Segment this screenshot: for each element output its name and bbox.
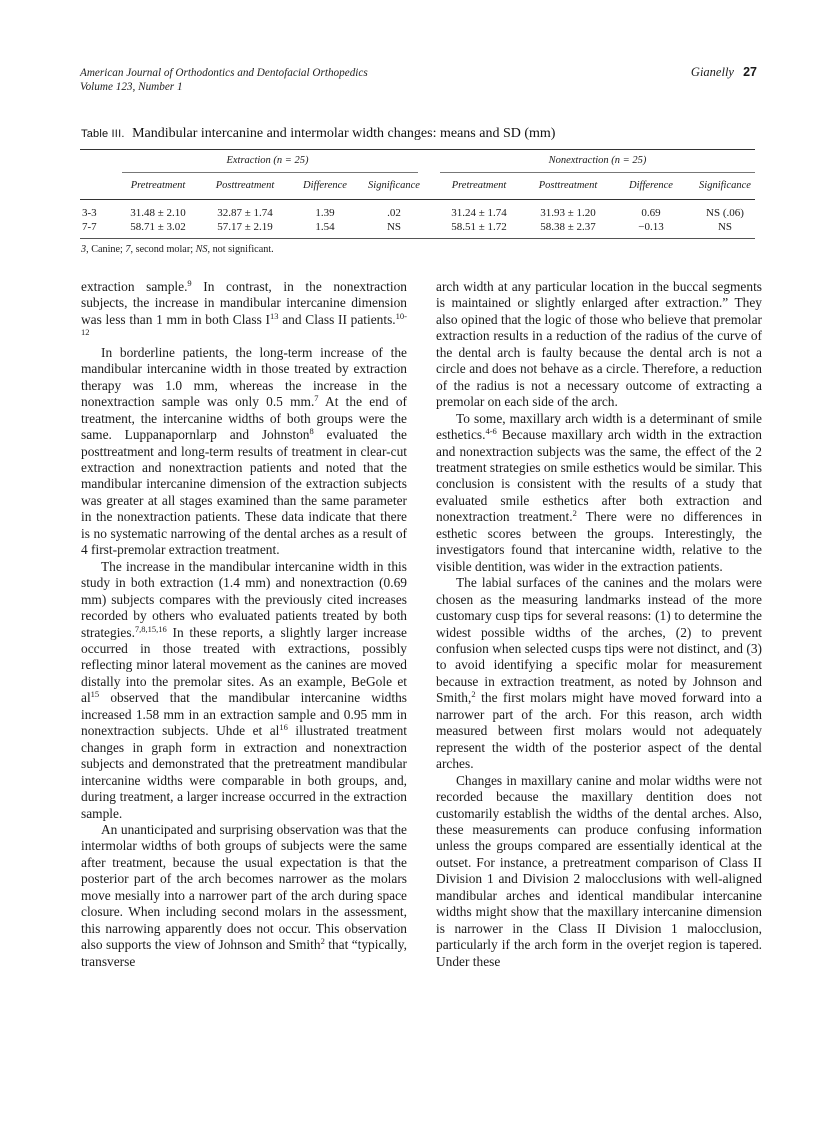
table-cell: 58.38 ± 2.37 [540, 221, 596, 233]
body-column-left [81, 279, 407, 970]
table-caption [81, 126, 555, 142]
table-cell: 58.51 ± 1.72 [451, 221, 507, 233]
body-column-right [436, 279, 762, 970]
citation-superscript: 7 [314, 393, 319, 404]
col-header-significance: Significance [368, 180, 420, 191]
table-footnote [81, 244, 274, 255]
running-head-right [691, 65, 757, 80]
citation-superscript: 13 [269, 310, 279, 321]
footnote-key: 7 [125, 244, 131, 255]
citation-superscript: 15 [90, 689, 100, 700]
journal-volume: Volume 123, Number 1 [80, 81, 183, 93]
body-paragraph: arch width at any particular location in the buccal segments is maintained or slightly enlarged after extraction.” They also opined that the logic of those who believe that premolar extraction results in a reduction of the radius of the curve of the dental arch is faulty because the dental arch is not a circle and does not behave as a circle. Therefore, a reduction of the radius is not a necessary outcome of extracting a premolar on each side of the arch. [436, 279, 762, 410]
col-header-posttreatment: Posttreatment [215, 180, 275, 191]
col-header-pretreatment: Pretreatment [451, 180, 507, 191]
citation-superscript: 9 [187, 278, 192, 288]
group-underline-extraction [122, 172, 418, 173]
body-paragraph: extraction sample.$^9$ In contrast, in the nonextraction subjects, the increase in mandibular intercanine dimension was less than 1 mm in both Class $I^{13}$ and Class II patients.$^{10-12}$ [81, 278, 407, 338]
table-row-label: 7-7 [82, 221, 97, 233]
citation-superscript: 2 [471, 689, 476, 700]
table-cell: 57.17 ± 2.19 [217, 221, 273, 233]
citation-superscript: 2 [320, 936, 325, 947]
body-paragraph: An unanticipated and surprising observation was that the intermolar widths of both groups of subjects were the same after treatment, because the usual expectation is that the posterior part of the arch becomes narrower as the molars move mesially into a narrower part of the arch during space closure. When including second molars in the assessment, this narrowing apparently does not occur. This observation also supports the view of Johnson and Smith$^2$ that “typically, transverse [81, 821, 407, 969]
citation-superscript: 10-12 [81, 310, 407, 338]
table-title: Mandibular intercanine and intermolar width changes: means and SD (mm) [132, 126, 556, 141]
table-cell: .02 [387, 207, 401, 219]
group-underline-nonextraction [440, 172, 755, 173]
running-head [80, 66, 368, 94]
journal-title: American Journal of Orthodontics and Dentofacial Orthopedics [80, 67, 368, 79]
table-cell: 31.24 ± 1.74 [451, 207, 507, 219]
col-header-difference: Difference [303, 180, 347, 191]
table-cell: NS [386, 221, 402, 233]
group-header-extraction: Extraction (n = 25) [226, 155, 309, 166]
table-body [80, 200, 755, 238]
citation-superscript: 16 [279, 722, 288, 733]
footnote-text: , not significant. [207, 244, 274, 255]
page-number: 27 [743, 65, 757, 79]
body-paragraph: To some, maxillary arch width is a determinant of smile esthetics.$^{4-6}$ Because maxillary arch width in the extraction and nonextraction subjects was the same, the effect of the 2 treatment strategies on smile esthetics would be similar. This conclusion is consistent with the results of a study that evaluated smile esthetics after both extraction and nonextraction treatment.$^2$ There were no differences in esthetic scores between the groups. Interestingly, the investigators found that intercanine width, relative to the visible dentition, was wider in the extraction patients. [436, 410, 762, 574]
table-cell: NS [717, 221, 733, 233]
table-row-label: 3-3 [82, 207, 97, 219]
table-label: Table III. [81, 128, 125, 140]
table-column-header-row [80, 174, 755, 199]
table-group-header-row [80, 150, 755, 174]
citation-superscript: 4-6 [485, 426, 497, 437]
table-cell: −0.13 [638, 221, 664, 233]
table-cell: 32.87 ± 1.74 [217, 207, 273, 219]
body-paragraph: The increase in the mandibular intercanine width in this study in both extraction (1.4 mm) and nonextraction (0.69 mm) subjects compares with the previously cited increases recorded by others who evaluated patients treated by both strategies.$^{7,8,15,16}$ In these reports, a slightly larger increase occurred in those treated with extractions, possibly reflecting minor lateral movement as the canines are moved distally into the premolar sites. As an example, BeGole et $al^{15}$ observed that the mandibular intercanine widths increased 1.58 mm in an extraction sample and 0.95 mm in nonextraction subjects. Uhde et $al^{16}$ illustrated treatment changes in graph form in extraction and nonextraction subjects and demonstrated that the pretreatment mandibular intercanine widths were comparable in both groups, and, during treatment, a larger increase occurred in the extraction sample. [81, 558, 407, 821]
table-cell: 0.69 [641, 207, 661, 219]
footnote-key: NS [195, 244, 208, 255]
col-header-posttreatment: Posttreatment [538, 180, 598, 191]
col-header-difference: Difference [629, 180, 673, 191]
group-header-nonextraction: Nonextraction (n = 25) [548, 155, 647, 166]
citation-superscript: 8 [309, 426, 314, 437]
footnote-text: , Canine; [86, 244, 126, 255]
col-header-significance: Significance [699, 180, 751, 191]
table-cell: 31.93 ± 1.20 [540, 207, 596, 219]
citation-superscript: 7,8,15,16 [134, 623, 167, 634]
body-paragraph: Changes in maxillary canine and molar widths were not recorded because the maxillary dentition does not customarily establish the widths of the dental arches. Also, these measurements can produce confusing information unless the groups compared are essentially identical at the outset. For instance, a pretreatment comparison of Class II Division 1 and Division 2 malocclusions with well-aligned mandibular arches and identical mandibular intercanine widths might show that the maxillary intercanine dimension is narrower in the Class II Division 1 malocclusion, particularly if the arch form in the overjet region is tapered. Under these [436, 772, 762, 969]
table-cell: 31.48 ± 2.10 [130, 207, 186, 219]
table-cell: 1.39 [315, 207, 335, 219]
col-header-pretreatment: Pretreatment [130, 180, 186, 191]
data-table [80, 149, 755, 239]
body-paragraph: In borderline patients, the long-term increase of the mandibular intercanine width in those treated by extraction therapy was 1.0 mm, whereas the increase in the nonextraction sample was only 0.5 mm.$^7$ At the end of treatment, the intercanine widths of both groups were the same. Luppanapornlarp and Johnston$^8$ evaluated the posttreatment and long-term results of treatment in clear-cut extraction and nonextraction patients and noted that the mandibular intercanine dimension of the extraction subjects was greater at all stages examined than the same parameter in the nonextraction patients. These data indicate that there is no systematic narrowing of the dental arches as a result of 4 first-premolar extraction treatment. [81, 344, 407, 558]
table-cell: 1.54 [315, 221, 335, 233]
table-bottom-rule [80, 238, 755, 239]
footnote-key: 3 [81, 244, 87, 255]
footnote-text: , second molar; [130, 244, 196, 255]
table-cell: 58.71 ± 3.02 [130, 221, 186, 233]
citation-superscript: 2 [572, 508, 577, 519]
author-name: Gianelly [690, 65, 734, 79]
table-cell: NS (.06) [706, 207, 744, 219]
body-paragraph: The labial surfaces of the canines and the molars were chosen as the measuring landmarks instead of the more customary cusp tips for several reasons: (1) to determine the widest possible widths of the arches, (2) to prevent confusion when selected cusps tips were not distinct, and (3) to avoid identifying a specific molar for measurement because in extraction treatment, as noted by Johnson and Smith,$^2$ the first molars might have moved forward into a narrower part of the arch. For this reason, arch width measured between first molars would not adequately represent the width of the posterior aspect of the dental arches. [436, 575, 762, 772]
